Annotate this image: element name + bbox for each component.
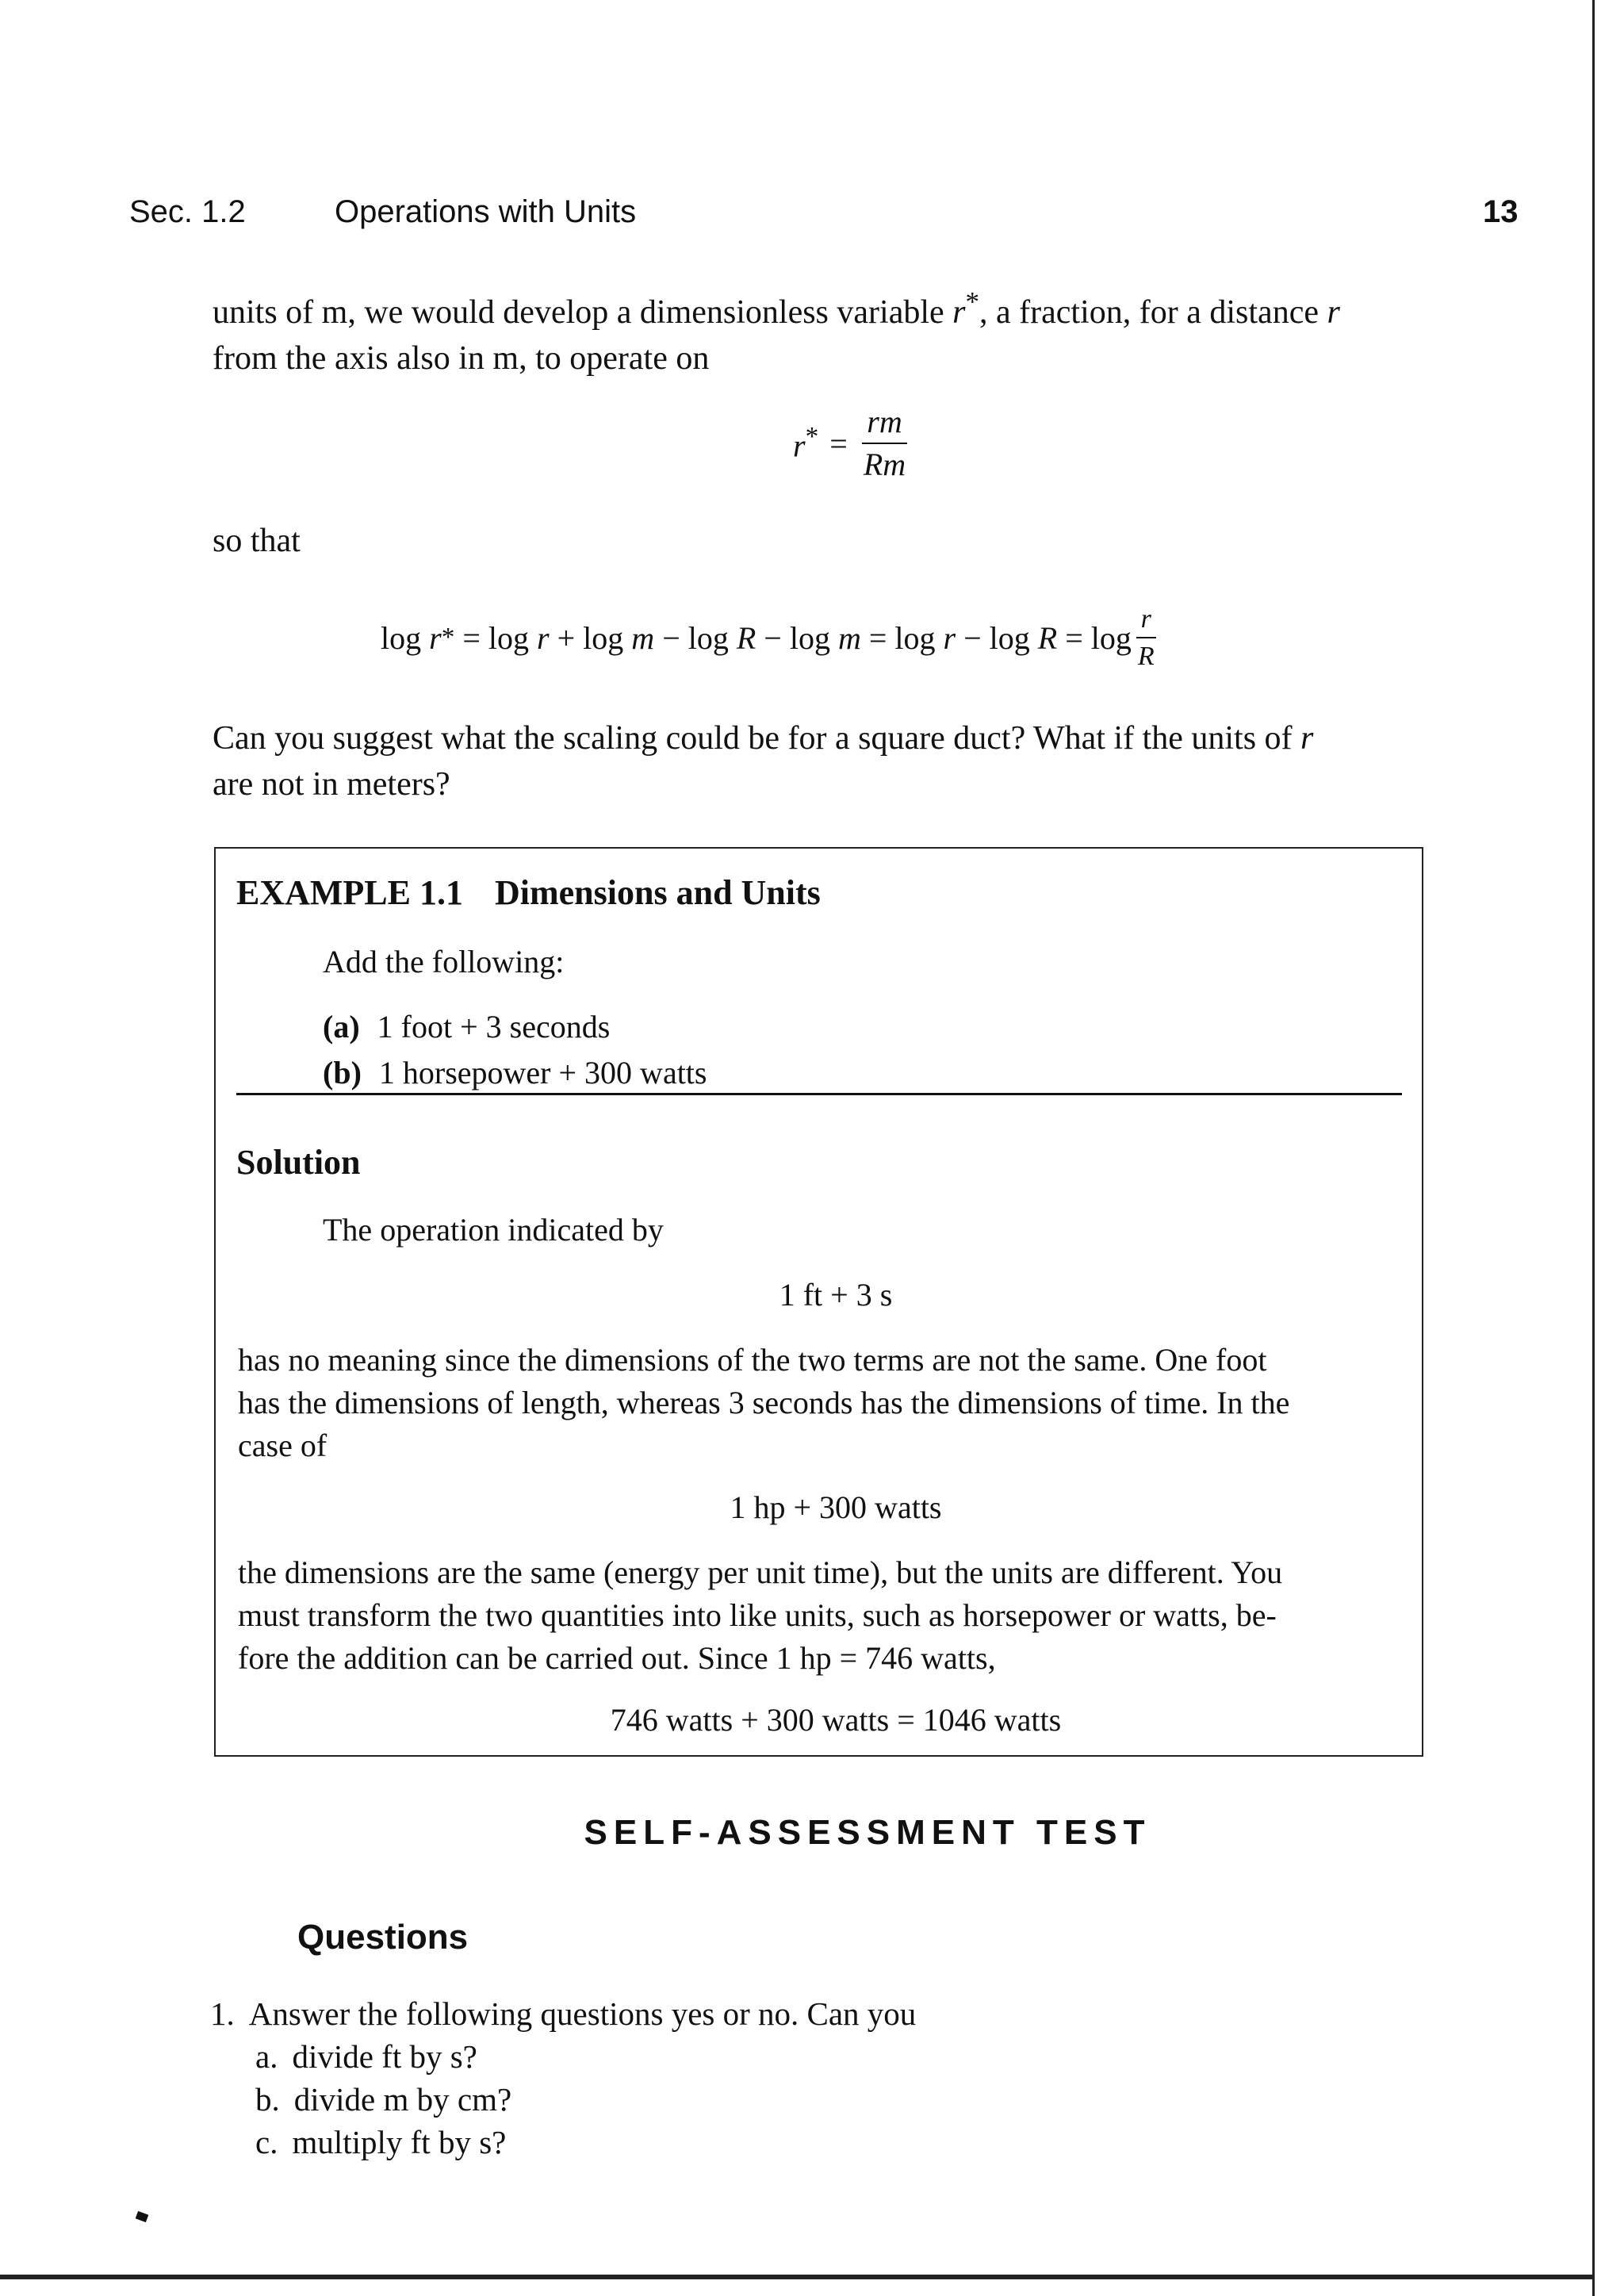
- page-number: 13: [1483, 194, 1519, 229]
- example-title: Dimensions and Units: [495, 873, 821, 912]
- eq2-part: = log: [860, 619, 944, 656]
- item-marker: (a): [323, 1009, 360, 1045]
- example-label: EXAMPLE 1.1: [236, 873, 463, 912]
- equation-log-chain: [381, 604, 1159, 672]
- so-that-text: so that: [213, 523, 301, 559]
- solution-paragraph-2: [238, 1551, 1427, 1680]
- item-marker: a.: [255, 2038, 278, 2075]
- question-1-item-c: [255, 2121, 506, 2164]
- eq2-part: m: [837, 619, 861, 656]
- eq2-part: *: [441, 623, 455, 653]
- item-text: divide m by cm?: [293, 2081, 512, 2118]
- item-marker: c.: [255, 2124, 278, 2160]
- eq1-lhs: [793, 422, 818, 464]
- solution-line: the dimensions are the same (energy per unit time), but the units are different. You: [238, 1554, 1283, 1590]
- eq1-fraction: [859, 404, 910, 482]
- solution-line: has no meaning since the dimensions of the two terms are not the same. One foot: [238, 1342, 1267, 1378]
- equation-r-star: [793, 404, 910, 482]
- solution-line: case of: [238, 1428, 327, 1463]
- eq1-denominator: Rm: [863, 447, 906, 482]
- solution-equation-2: 1 hp + 300 watts: [730, 1489, 942, 1525]
- question-1: [210, 1992, 916, 2035]
- question-line-1: [213, 715, 1513, 761]
- header-section: Sec. 1.2: [129, 194, 246, 229]
- eq2-part: R: [736, 619, 756, 656]
- page-right-edge: [1592, 0, 1595, 2296]
- eq2-fraction: [1133, 604, 1159, 672]
- question-1-item-a: [255, 2035, 477, 2078]
- item-text: 1 horsepower + 300 watts: [378, 1055, 707, 1091]
- self-assessment-heading: SELF-ASSESSMENT TEST: [584, 1813, 1151, 1852]
- solution-paragraph-1: [238, 1339, 1427, 1467]
- eq2-part: + log: [549, 619, 632, 656]
- scan-mark: [136, 2211, 149, 2222]
- header-title: Operations with Units: [335, 194, 637, 229]
- scaling-question-paragraph: [213, 715, 1513, 807]
- eq1-lhs-var: r: [793, 427, 806, 464]
- eq1-equals: =: [829, 425, 848, 462]
- eq2-part: = log: [1057, 619, 1132, 656]
- eq1-lhs-sup: *: [805, 422, 819, 452]
- star-superscript: *: [965, 286, 980, 317]
- var-r-star: r: [952, 294, 966, 331]
- question-line-2: are not in meters?: [213, 766, 450, 803]
- solution-intro: The operation indicated by: [323, 1212, 664, 1248]
- solution-line: must transform the two quantities into like units, such as horsepower or watts, be-: [238, 1597, 1277, 1633]
- eq2-part: = log: [454, 619, 538, 656]
- question-text: Can you suggest what the scaling could be for a square duct? What if the units of: [213, 720, 1301, 757]
- eq2-part: r: [537, 619, 550, 656]
- question-1-item-b: [255, 2078, 511, 2121]
- question-number: 1.: [210, 1995, 235, 2032]
- intro-line-1: [213, 279, 1513, 335]
- example-item-a: [323, 1006, 610, 1048]
- intro-paragraph: [213, 279, 1513, 381]
- var-r: r: [1300, 720, 1314, 757]
- eq2-part: − log: [756, 619, 838, 656]
- eq2-part: − log: [956, 619, 1038, 656]
- intro-text-b: , a fraction, for a distance: [979, 294, 1327, 331]
- example-prompt: Add the following:: [323, 944, 565, 979]
- eq2-part: m: [631, 619, 655, 656]
- example-item-b: [323, 1052, 707, 1094]
- eq2-part: log: [381, 619, 430, 656]
- var-r: r: [1327, 294, 1340, 331]
- item-text: divide ft by s?: [292, 2038, 477, 2075]
- solution-line: fore the addition can be carried out. Since 1 hp = 746 watts,: [238, 1640, 996, 1676]
- page-bottom-edge: [0, 2275, 1594, 2279]
- eq2-part: r: [429, 619, 442, 656]
- eq2-part: r: [943, 619, 956, 656]
- example-divider: [236, 1093, 1402, 1095]
- item-marker: (b): [323, 1055, 362, 1091]
- example-heading: [236, 872, 821, 913]
- intro-text-a: units of m, we would develop a dimensionless variable: [213, 294, 953, 331]
- item-text: multiply ft by s?: [292, 2124, 507, 2160]
- solution-line: has the dimensions of length, whereas 3 seconds has the dimensions of time. In the: [238, 1385, 1290, 1420]
- eq1-numerator: rm: [862, 404, 906, 444]
- solution-heading: Solution: [236, 1143, 361, 1182]
- solution-equation-3: 746 watts + 300 watts = 1046 watts: [610, 1702, 1062, 1738]
- question-text: Answer the following questions yes or no. Can you: [248, 1995, 917, 2032]
- questions-heading: Questions: [297, 1918, 469, 1957]
- item-text: 1 foot + 3 seconds: [377, 1009, 611, 1045]
- eq2-part: − log: [654, 619, 737, 656]
- solution-equation-1: 1 ft + 3 s: [779, 1277, 893, 1313]
- intro-line-2: from the axis also in m, to operate on: [213, 340, 710, 377]
- eq2-part: R: [1037, 619, 1058, 656]
- item-marker: b.: [255, 2081, 280, 2118]
- eq2-frac-numerator: r: [1136, 604, 1156, 638]
- eq2-frac-denominator: R: [1137, 642, 1155, 672]
